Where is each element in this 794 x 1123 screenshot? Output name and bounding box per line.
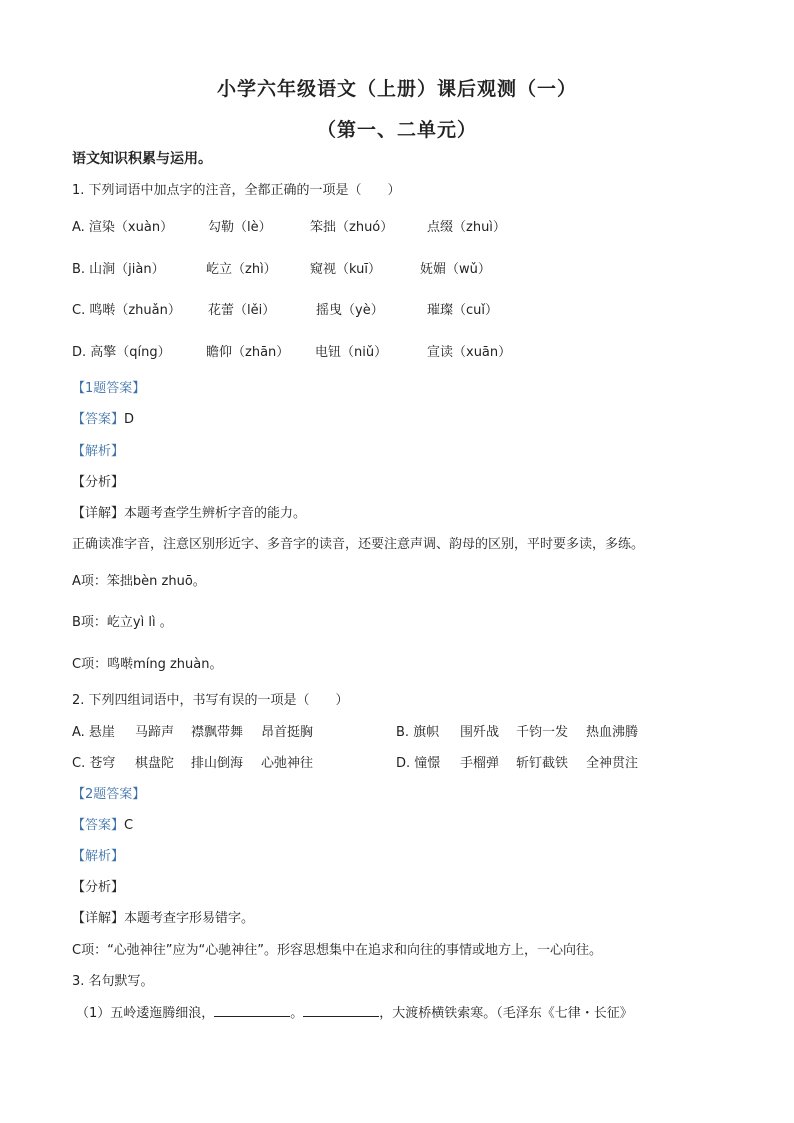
q2-c-1: C. 苍穹	[72, 756, 116, 771]
q1-explain: 正确读准字音，注意区别形近字、多音字的读音，还要注意声调、韵母的区别，平时要多读，多练。	[72, 537, 645, 552]
q1-detail-tag: 【详解】	[72, 506, 125, 521]
q2-a-3: 襟飘带舞	[191, 725, 244, 740]
q1-d-word2: 瞻仰（zhān）	[206, 345, 290, 360]
q2-b-3: 千钧一发	[516, 725, 569, 740]
q1-detail	[72, 505, 306, 523]
q1-item-b: B项：屹立yì lì 。	[72, 615, 173, 630]
q2-fenxi: 【分析】	[72, 880, 125, 895]
q3-blank-1[interactable]	[214, 1004, 290, 1017]
q2-answer-header: 【2题答案】	[72, 787, 146, 802]
q1-b-word1: B. 山涧（jiàn）	[72, 262, 165, 277]
q1-a-word4: 点缀（zhuì）	[427, 220, 506, 235]
q2-jiexi: 【解析】	[72, 849, 125, 864]
q2-answer	[72, 817, 133, 835]
q1-d-word4: 宣读（xuān）	[427, 345, 512, 360]
q1-item-a: A项：笨拙bèn zhuō。	[72, 574, 206, 589]
q1-answer	[72, 411, 134, 429]
q3-line1	[76, 1004, 633, 1023]
q3-line1-part2: 。	[290, 1006, 304, 1021]
q1-stem: 1. 下列词语中加点字的注音，全都正确的一项是（ ）	[72, 183, 401, 198]
q1-answer-header: 【1题答案】	[72, 381, 146, 396]
q1-a-word3: 笨拙（zhuó）	[310, 220, 394, 235]
q2-d-2: 手榴弹	[460, 756, 500, 771]
q1-item-c: C项：鸣啭míng zhuàn。	[72, 657, 223, 672]
q2-answer-value: C	[124, 818, 134, 833]
q1-c-word2: 花蕾（lěi）	[208, 303, 276, 318]
page-subtitle: （第一、二单元）	[316, 119, 477, 141]
q2-answer-tag: 【答案】	[72, 818, 125, 833]
q1-detail-text: 本题考查学生辨析字音的能力。	[124, 506, 307, 521]
q1-jiexi: 【解析】	[72, 444, 125, 459]
q2-detail-text: 本题考查字形易错字。	[124, 911, 255, 926]
q2-d-4: 全神贯注	[586, 756, 639, 771]
q2-stem: 2. 下列四组词语中，书写有误的一项是（ ）	[72, 693, 349, 708]
q1-c-word4: 璀璨（cuǐ）	[427, 303, 498, 318]
q2-d-3: 斩钉截铁	[516, 756, 569, 771]
q3-line1-part3: ，大渡桥横铁索寒。（毛泽东《七律・长征》	[379, 1006, 633, 1021]
q2-c-3: 排山倒海	[191, 756, 244, 771]
q1-fenxi: 【分析】	[72, 475, 125, 490]
q2-b-1: B. 旗帜	[396, 725, 440, 740]
q1-a-word2: 勾勒（lè）	[208, 220, 272, 235]
q1-d-word3: 电钮（niǔ）	[315, 345, 388, 360]
q2-b-4: 热血沸腾	[586, 725, 639, 740]
page-title: 小学六年级语文（上册）课后观测（一）	[216, 78, 577, 100]
q1-a-word1: A. 渲染（xuàn）	[72, 220, 174, 235]
q1-answer-value: D	[124, 412, 135, 427]
q2-a-1: A. 悬崖	[72, 725, 115, 740]
q2-b-2: 围歼战	[460, 725, 500, 740]
q2-a-4: 昂首挺胸	[261, 725, 314, 740]
q1-b-word2: 屹立（zhì）	[206, 262, 277, 277]
q2-a-2: 马蹄声	[135, 725, 175, 740]
q2-c-2: 棋盘陀	[135, 756, 175, 771]
q1-b-word3: 窥视（kuī）	[310, 262, 381, 277]
q3-blank-2[interactable]	[303, 1004, 379, 1017]
q2-d-1: D. 憧憬	[396, 756, 441, 771]
q2-detail	[72, 910, 254, 928]
q3-line1-part1: （1）五岭逶迤腾细浪，	[76, 1006, 215, 1021]
q3-stem: 3. 名句默写。	[72, 974, 154, 989]
q1-b-word4: 妩媚（wǔ）	[420, 262, 491, 277]
q1-answer-tag: 【答案】	[72, 412, 125, 427]
q2-item-c: C项：“心弛神往”应为“心驰神往”。形容思想集中在追求和向往的事情或地方上，一心向往。	[72, 943, 603, 958]
q2-detail-tag: 【详解】	[72, 911, 125, 926]
q1-d-word1: D. 高擎（qíng）	[72, 345, 171, 360]
q2-c-4: 心弛神往	[261, 756, 314, 771]
section-heading: 语文知识积累与运用。	[72, 151, 212, 167]
q1-c-word3: 摇曳（yè）	[316, 303, 384, 318]
q1-c-word1: C. 鸣啭（zhuǎn）	[72, 303, 181, 318]
